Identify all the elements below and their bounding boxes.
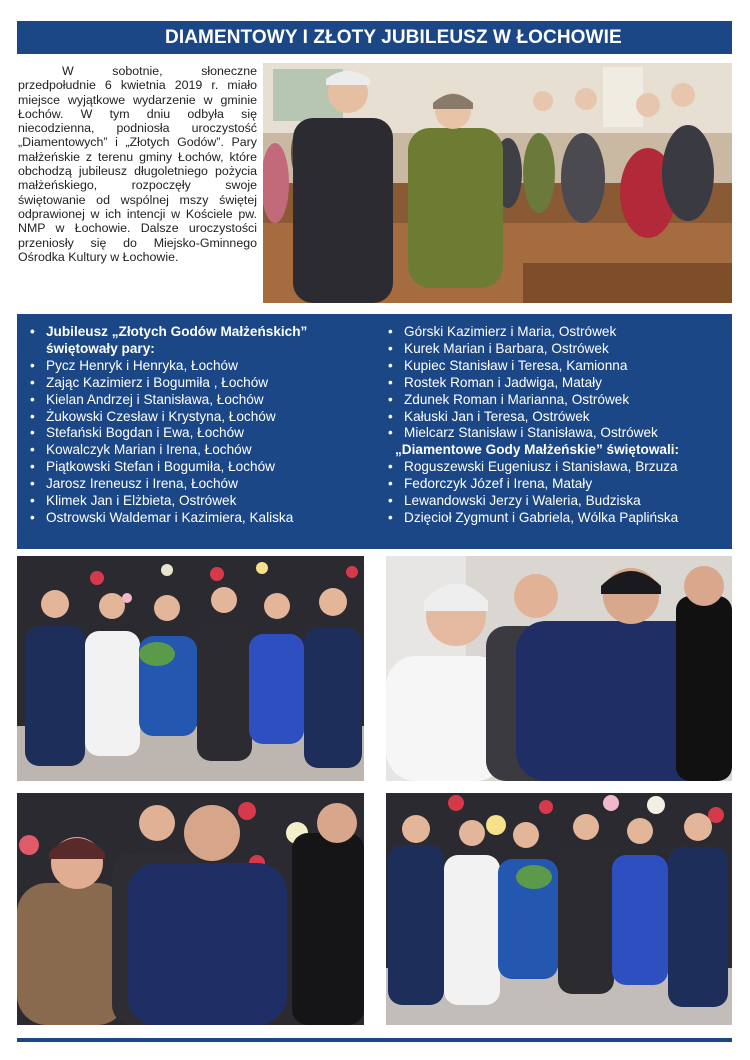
photo-group-ceremony-image [17, 556, 364, 781]
list-item: • Żukowski Czesław i Krystyna, Łochów [30, 408, 276, 424]
photo-church-couple [263, 63, 732, 303]
page-title: DIAMENTOWY I ZŁOTY JUBILEUSZ W ŁOCHOWIE [165, 27, 622, 48]
list-item: • Stefański Bogdan i Ewa, Łochów [30, 425, 244, 441]
list-item: • Pycz Henryk i Henryka, Łochów [30, 357, 238, 373]
list-item: • Ostrowski Waldemar i Kazimiera, Kaliska [30, 509, 294, 525]
list-item: • Fedorczyk Józef i Irena, Matały [388, 476, 593, 492]
list-item: • Dzięcioł Zygmunt i Gabriela, Wólka Paplińska [388, 509, 679, 525]
intro-text [18, 64, 257, 264]
honorees-panel [17, 314, 732, 549]
golden-heading-line1: Jubileusz „Złotych Godów Małżeńskich” [46, 324, 308, 339]
footer-divider [17, 1038, 732, 1042]
photo-medal-pinning [386, 556, 732, 781]
list-item: • Zdunek Roman i Marianna, Ostrówek [388, 391, 630, 407]
list-item: • Kałuski Jan i Teresa, Ostrówek [388, 408, 590, 424]
photo-group-second-image [386, 793, 732, 1025]
list-item: • Rostek Roman i Jadwiga, Matały [388, 374, 602, 390]
photo-medal-pinning-image [386, 556, 732, 781]
list-item: • Zając Kazimierz i Bogumiła , Łochów [30, 374, 269, 390]
list-item: • Roguszewski Eugeniusz i Stanisława, Brzuza [388, 459, 678, 475]
list-bullet: • [30, 324, 35, 339]
golden-heading-line2: świętowały pary: [46, 340, 155, 356]
list-item: • Kowalczyk Marian i Irena, Łochów [30, 442, 252, 458]
list-item: • Kupiec Stanisław i Teresa, Kamionna [388, 357, 628, 373]
list-item: • Kurek Marian i Barbara, Ostrówek [388, 340, 609, 356]
golden-jubilee-heading [30, 324, 370, 358]
intro-paragraph: W sobotnie, słoneczne przedpołudnie 6 kwietnia 2019 r. miało miejsce wyjątkowe wydarzenie w gminie Łochów. W tym dniu odbyła się niecodzienna, podniosła uroczystość „Diamentowych” i „Złotych Godów”. Pary małżeńskie z terenu gminy Łochów, które obchodzą jubileusz długoletniego pożycia małżeńskiego, rozpoczęły swoje świętowanie od wspólnej mszy świętej odprawionej w ich intencji w Kościele pw. NMP w Łochowie. Dalsze uroczystości przeniosły się do Miejsko-Gminnego Ośrodka Kultury w Łochowie. [18, 64, 257, 264]
honorees-list-left [30, 324, 370, 527]
honorees-list-right [388, 324, 728, 527]
diamond-jubilee-heading: „Diamentowe Gody Małżeńskie” świętowali: [395, 442, 680, 458]
list-item: • Górski Kazimierz i Maria, Ostrówek [388, 324, 617, 339]
list-item: • Klimek Jan i Elżbieta, Ostrówek [30, 493, 237, 509]
list-item: • Kielan Andrzej i Stanisława, Łochów [30, 391, 264, 407]
list-item: • Mielcarz Stanisław i Stanisława, Ostrówek [388, 425, 658, 441]
photo-medal-closeup-image [17, 793, 364, 1025]
photo-medal-closeup [17, 793, 364, 1025]
list-item: • Lewandowski Jerzy i Waleria, Budziska [388, 493, 641, 509]
photo-church-couple-image [263, 63, 732, 303]
list-item: • Piątkowski Stefan i Bogumiła, Łochów [30, 459, 275, 475]
list-item: • Jarosz Ireneusz i Irena, Łochów [30, 476, 238, 492]
photo-group-ceremony [17, 556, 364, 781]
title-bar [17, 21, 732, 54]
photo-group-second [386, 793, 732, 1025]
